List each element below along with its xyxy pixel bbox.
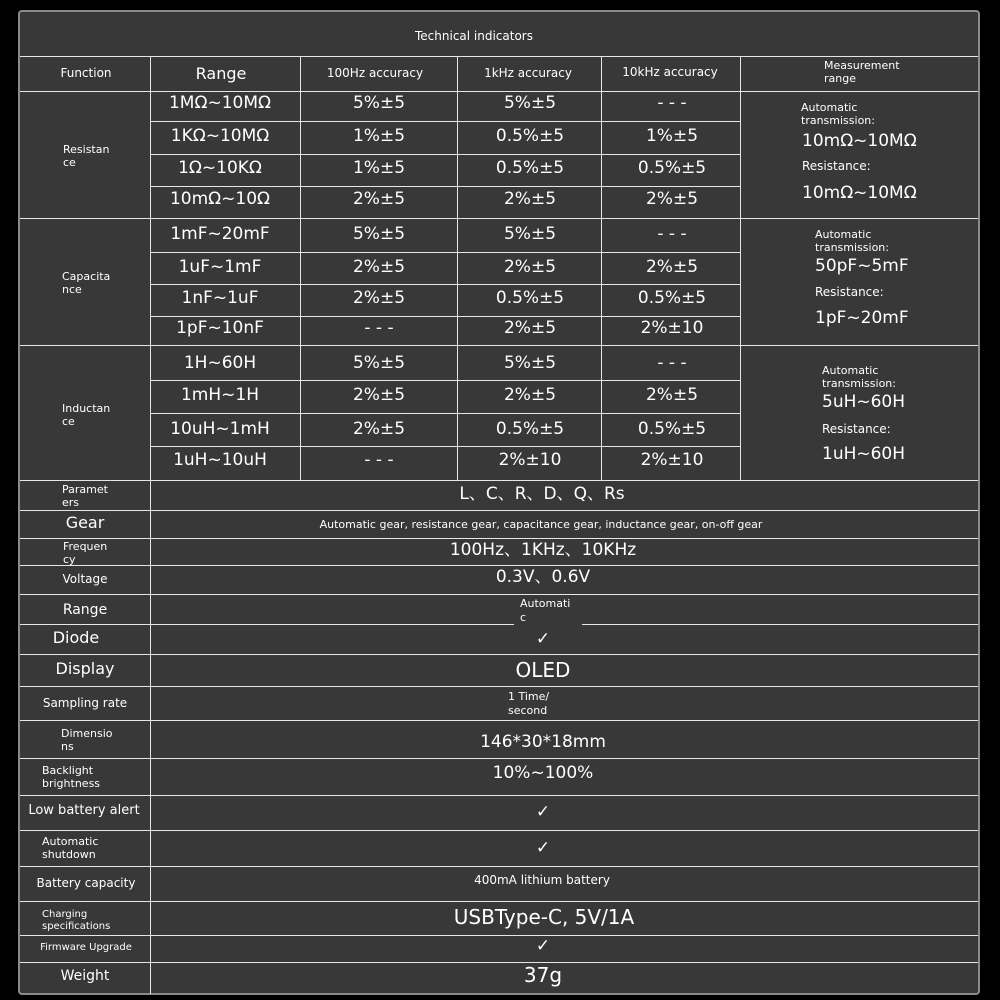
- accuracy-1khz-cell: 2%±5: [503, 385, 557, 405]
- header-range: Range: [195, 64, 247, 83]
- accuracy-100hz-cell: 5%±5: [352, 93, 406, 113]
- resistance-label: Resistance: [63, 143, 110, 169]
- spec-value: 146*30*18mm: [480, 732, 606, 752]
- accuracy-100hz-cell: - - -: [364, 318, 394, 338]
- resistance-res-value: 10mΩ~10MΩ: [802, 183, 917, 203]
- spec-label: Backlight brightness: [42, 764, 101, 790]
- spec-value: 0.3V、0.6V: [495, 567, 591, 587]
- header-1khz-accuracy: 1kHz accuracy: [484, 66, 572, 80]
- spec-label: Display: [55, 659, 115, 678]
- capacitance-label: Capacitance: [62, 270, 111, 296]
- accuracy-10khz-cell: 2%±5: [645, 189, 699, 209]
- inductance-auto-value: 5uH~60H: [822, 392, 906, 412]
- inductance-res-label: Resistance:: [822, 422, 891, 436]
- spec-label: Weight: [60, 968, 110, 984]
- accuracy-10khz-cell: - - -: [657, 224, 687, 244]
- range-cell: 10uH~1mH: [170, 419, 270, 439]
- capacitance-auto-value: 50pF~5mF: [815, 256, 909, 276]
- inductance-label: Inductance: [62, 402, 111, 428]
- range-cell: 1Ω~10KΩ: [178, 158, 262, 178]
- accuracy-1khz-cell: 5%±5: [503, 224, 557, 244]
- accuracy-100hz-cell: 2%±5: [352, 288, 406, 308]
- capacitance-res-value: 1pF~20mF: [815, 308, 909, 328]
- accuracy-10khz-cell: 2%±10: [640, 318, 704, 338]
- spec-value: USBType-C, 5V/1A: [453, 905, 635, 929]
- resistance-res-label: Resistance:: [802, 159, 871, 173]
- spec-value: OLED: [515, 658, 571, 682]
- accuracy-1khz-cell: 2%±5: [503, 318, 557, 338]
- spec-value: 10%~100%: [492, 763, 594, 783]
- accuracy-10khz-cell: - - -: [657, 353, 687, 373]
- header-measurement-range: Measurement range: [824, 59, 900, 85]
- spec-label: Firmware Upgrade: [40, 942, 132, 953]
- capacitance-auto-label: Automatic transmission:: [815, 228, 889, 254]
- accuracy-1khz-cell: 0.5%±5: [495, 288, 565, 308]
- header-100hz-accuracy: 100Hz accuracy: [326, 66, 424, 80]
- accuracy-100hz-cell: 2%±5: [352, 385, 406, 405]
- spec-label: Parameters: [62, 483, 108, 509]
- range-cell: 1nF~1uF: [181, 288, 259, 308]
- accuracy-100hz-cell: 1%±5: [352, 158, 406, 178]
- spec-value: 100Hz、1KHz、10KHz: [449, 540, 637, 560]
- accuracy-10khz-cell: 0.5%±5: [637, 158, 707, 178]
- spec-value: L、C、R、D、Q、Rs: [459, 484, 625, 504]
- spec-value: ✓: [535, 838, 551, 858]
- spec-value: 400mA lithium battery: [474, 873, 610, 887]
- accuracy-1khz-cell: 5%±5: [503, 93, 557, 113]
- spec-value: ✓: [535, 629, 551, 649]
- accuracy-100hz-cell: 2%±5: [352, 189, 406, 209]
- accuracy-100hz-cell: - - -: [364, 450, 394, 470]
- accuracy-10khz-cell: 2%±5: [645, 257, 699, 277]
- spec-value: ✓: [535, 802, 551, 822]
- spec-value: Automatic gear, resistance gear, capacitance gear, inductance gear, on-off gear: [314, 514, 769, 536]
- capacitance-res-label: Resistance:: [815, 285, 884, 299]
- accuracy-10khz-cell: 2%±10: [640, 450, 704, 470]
- range-cell: 1mF~20mF: [170, 224, 270, 244]
- accuracy-100hz-cell: 2%±5: [352, 419, 406, 439]
- range-cell: 1uF~1mF: [178, 257, 262, 277]
- accuracy-1khz-cell: 2%±10: [498, 450, 562, 470]
- resistance-auto-label: Automatic transmission:: [801, 101, 875, 127]
- accuracy-100hz-cell: 1%±5: [352, 126, 406, 146]
- accuracy-1khz-cell: 0.5%±5: [495, 126, 565, 146]
- accuracy-100hz-cell: 5%±5: [352, 224, 406, 244]
- accuracy-1khz-cell: 0.5%±5: [495, 419, 565, 439]
- header-function: Function: [60, 66, 112, 80]
- header-10khz-accuracy: 10kHz accuracy: [622, 65, 718, 79]
- spec-label: Low battery alert: [28, 803, 140, 818]
- spec-label: Sampling rate: [42, 696, 128, 710]
- accuracy-1khz-cell: 2%±5: [503, 189, 557, 209]
- inductance-auto-label: Automatic transmission:: [822, 364, 896, 390]
- accuracy-1khz-cell: 2%±5: [503, 257, 557, 277]
- range-cell: 1KΩ~10MΩ: [170, 126, 270, 146]
- resistance-auto-value: 10mΩ~10MΩ: [802, 131, 917, 151]
- accuracy-1khz-cell: 0.5%±5: [495, 158, 565, 178]
- inductance-res-value: 1uH~60H: [822, 444, 906, 464]
- range-cell: 1mH~1H: [180, 385, 260, 405]
- spec-label: Charging specifications: [42, 909, 111, 932]
- range-cell: 1uH~10uH: [173, 450, 267, 470]
- accuracy-100hz-cell: 2%±5: [352, 257, 406, 277]
- accuracy-10khz-cell: 1%±5: [645, 126, 699, 146]
- range-cell: 1H~60H: [183, 353, 257, 373]
- spec-label: Battery capacity: [36, 876, 136, 890]
- spec-label: Gear: [65, 513, 105, 532]
- accuracy-100hz-cell: 5%±5: [352, 353, 406, 373]
- spec-value: ✓: [535, 936, 551, 956]
- spec-label: Diode: [52, 628, 100, 647]
- accuracy-10khz-cell: - - -: [657, 93, 687, 113]
- accuracy-10khz-cell: 0.5%±5: [637, 419, 707, 439]
- accuracy-10khz-cell: 2%±5: [645, 385, 699, 405]
- range-cell: 1pF~10nF: [176, 318, 264, 338]
- spec-label: Voltage: [62, 572, 108, 586]
- spec-value: 37g: [523, 963, 563, 987]
- spec-label: Frequency: [63, 540, 108, 566]
- spec-label: Dimensions: [61, 727, 113, 753]
- range-cell: 10mΩ~10Ω: [169, 189, 271, 209]
- accuracy-10khz-cell: 0.5%±5: [637, 288, 707, 308]
- spec-value: Automatic: [514, 597, 582, 625]
- spec-value: 1 Time/ second: [502, 690, 576, 718]
- spec-label: Automatic shutdown: [42, 835, 99, 861]
- range-cell: 1MΩ~10MΩ: [168, 93, 272, 113]
- spec-label: Range: [62, 602, 108, 618]
- accuracy-1khz-cell: 5%±5: [503, 353, 557, 373]
- table-title: Technical indicators: [415, 29, 533, 43]
